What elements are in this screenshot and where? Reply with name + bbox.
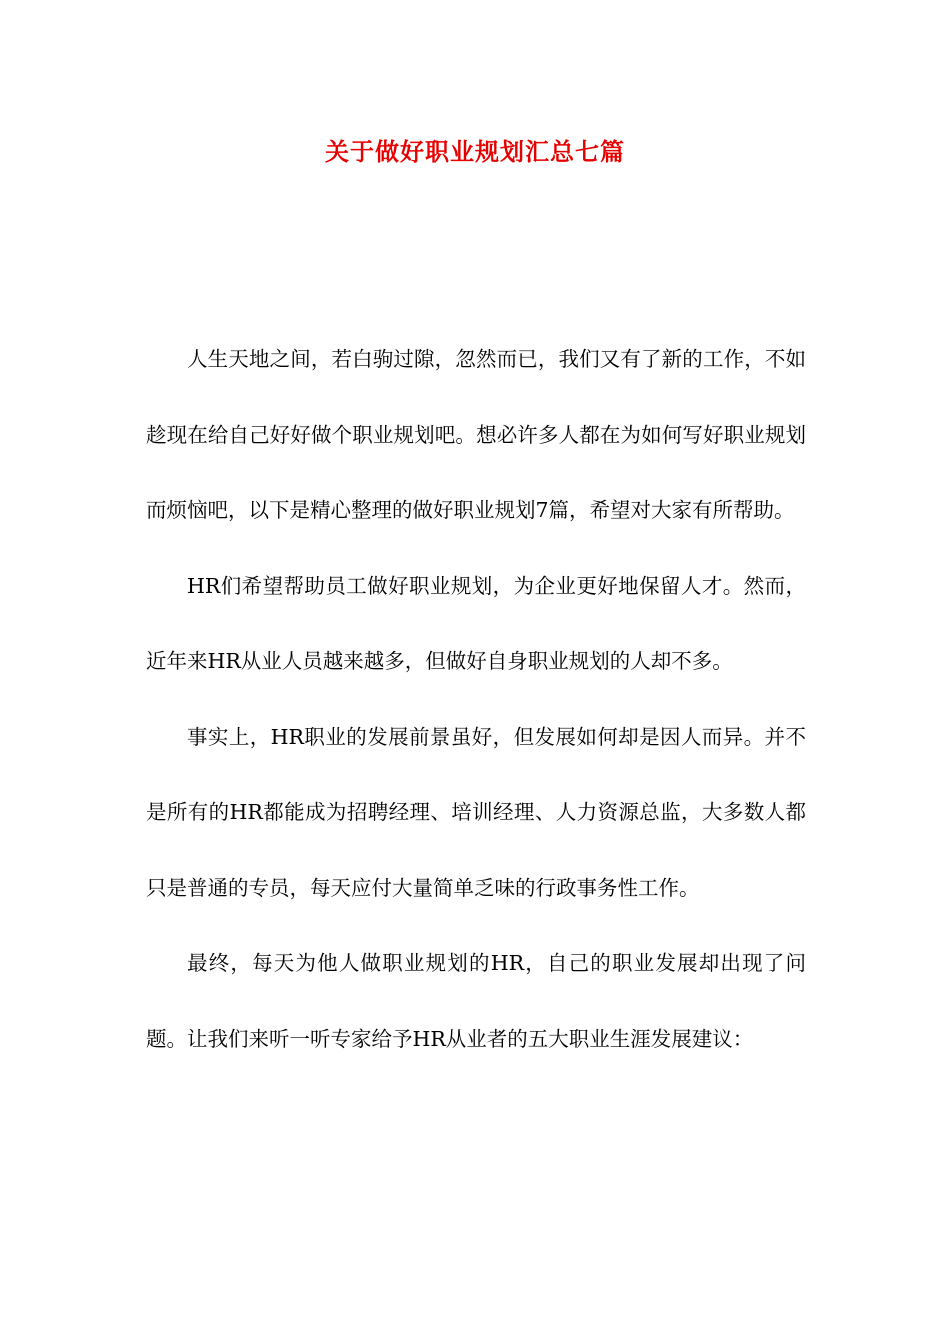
document-body: [146, 322, 806, 1077]
paragraph-expert-advice: 最终，每天为他人做职业规划的HR，自己的职业发展却出现了问题。让我们来听一听专家给予HR从业者的五大职业生涯发展建议：: [146, 951, 806, 1051]
paragraph-intro: 人生天地之间，若白驹过隙，忽然而已，我们又有了新的工作，不如趁现在给自己好好做个职业规划吧。想必许多人都在为如何写好职业规划而烦恼吧，以下是精心整理的做好职业规划7篇，希望对大家有所帮助。: [146, 347, 806, 522]
document-title: 关于做好职业规划汇总七篇: [325, 138, 625, 166]
paragraph-hr-reality: 事实上，HR职业的发展前景虽好，但发展如何却是因人而异。并不是所有的HR都能成为招聘经理、培训经理、人力资源总监，大多数人都只是普通的专员，每天应付大量简单乏味的行政事务性工作。: [146, 724, 806, 900]
paragraph-hr-goal: HR们希望帮助员工做好职业规划，为企业更好地保留人才。然而，近年来HR从业人员越来越多，但做好自身职业规划的人却不多。: [146, 573, 806, 673]
